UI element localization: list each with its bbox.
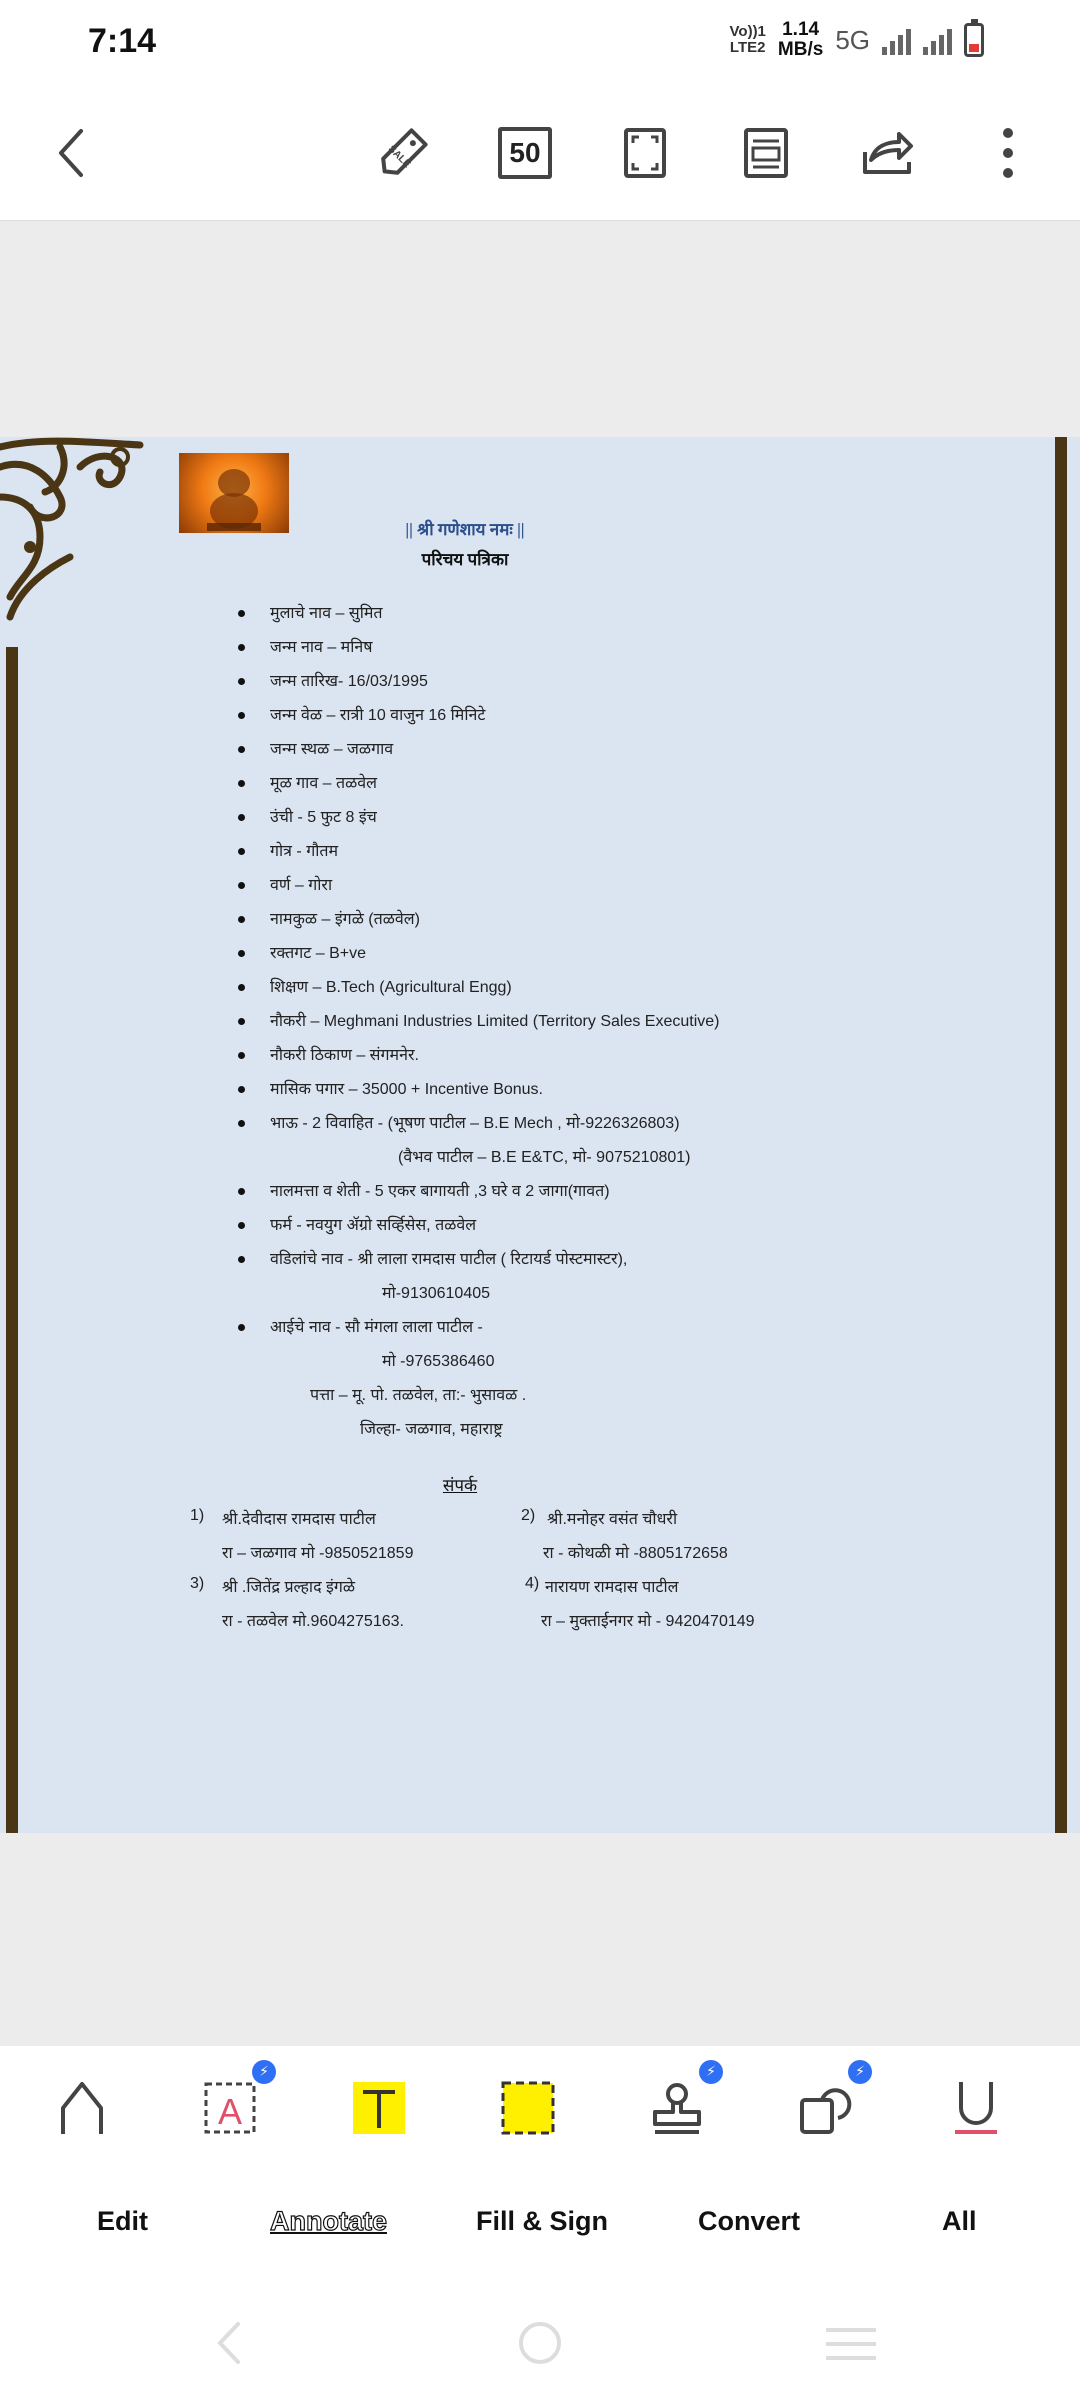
- page-counter-button[interactable]: [490, 118, 560, 188]
- status-icons: [730, 20, 984, 60]
- bottom-tab-bar: [0, 2166, 1080, 2286]
- svg-text:A: A: [217, 2091, 243, 2132]
- pen-icon: [57, 2078, 107, 2138]
- share-icon: [859, 128, 915, 178]
- contact-detail: रा - कोथळी मो -8805172658: [543, 1545, 728, 1562]
- contact-detail: रा – जळगाव मो -9850521859: [222, 1545, 414, 1562]
- list-item: जन्म स्थळ – जळगाव: [270, 741, 394, 758]
- pen-tool-button[interactable]: [50, 2076, 114, 2140]
- volte-line1: Vo))1: [729, 23, 766, 40]
- bullet: [238, 814, 245, 821]
- list-item: मुलाचे नाव – सुमित: [270, 605, 383, 622]
- volte-line2: LTE2: [729, 39, 766, 56]
- stamp-icon: [649, 2080, 705, 2136]
- brother-2-line: (वैभव पाटील – B.E E&TC, मो- 9075210801): [398, 1149, 691, 1166]
- reading-mode-button[interactable]: [731, 118, 801, 188]
- list-item: भाऊ - 2 विवाहित - (भूषण पाटील – B.E Mech , मो-9226326803): [270, 1115, 680, 1132]
- stamp-tool-button[interactable]: [645, 2064, 716, 2140]
- volte-indicator: [730, 24, 766, 56]
- underline-icon: [951, 2078, 1001, 2138]
- more-vertical-icon: [998, 125, 1018, 181]
- network-type: 5G: [835, 24, 870, 55]
- bullet: [238, 712, 245, 719]
- bullet: [238, 610, 245, 617]
- signal-strength-2-icon: [923, 25, 952, 55]
- bullet: [238, 1052, 245, 1059]
- contact-name: नारायण रामदास पाटील: [545, 1579, 679, 1596]
- speed-value: 1.14: [782, 19, 820, 40]
- bullet: [238, 848, 245, 855]
- system-nav-bar: [0, 2286, 1080, 2400]
- bullet: [238, 984, 245, 991]
- contact-num: 4): [525, 1575, 540, 1592]
- shapes-tool-button[interactable]: [794, 2064, 865, 2140]
- battery-icon: [964, 23, 984, 57]
- status-bar: [0, 0, 1080, 88]
- status-time: 7:14: [88, 22, 157, 60]
- contact-detail: रा - तळवेल मो.9604275163.: [222, 1613, 404, 1630]
- list-item: वडिलांचे नाव - श्री लाला रामदास पाटील ( रिटायर्ड पोस्टमास्टर),: [270, 1251, 628, 1268]
- list-item: नौकरी – Meghmani Industries Limited (Territory Sales Executive): [270, 1013, 720, 1030]
- highlight-area-icon: [500, 2080, 556, 2136]
- list-item: जन्म तारिख- 16/03/1995: [270, 673, 428, 690]
- list-item: नामकुळ – इंगळे (तळवेल): [270, 911, 420, 928]
- address-line-2: जिल्हा- जळगाव, महाराष्ट्र: [360, 1421, 503, 1438]
- page-number: 50: [498, 127, 552, 179]
- list-item: मूळ गाव – तळवेल: [270, 775, 378, 792]
- bullet: [238, 1256, 245, 1263]
- list-item: वर्ण – गोरा: [270, 877, 333, 894]
- bullet: [238, 780, 245, 787]
- pro-badge-icon: ⚡: [848, 2060, 872, 2084]
- bullet: [238, 916, 245, 923]
- contact-name: श्री .जितेंद्र प्रल्हाद इंगळे: [222, 1579, 356, 1596]
- annotation-toolbar: [0, 2046, 1080, 2167]
- nav-recents-icon[interactable]: [824, 2324, 878, 2364]
- tab-edit[interactable]: Edit: [97, 2206, 148, 2236]
- document-title: || श्री गणेशाय नमः ||: [405, 520, 525, 539]
- nav-home-icon[interactable]: [516, 2319, 564, 2367]
- document-page[interactable]: [0, 437, 1080, 1833]
- bullet: [238, 882, 245, 889]
- contact-name: श्री.देवीदास रामदास पाटील: [222, 1511, 376, 1528]
- pro-badge-icon: ⚡: [699, 2060, 723, 2084]
- list-item: उंची - 5 फुट 8 इंच: [270, 809, 377, 826]
- contact-num: 1): [190, 1507, 205, 1524]
- bio-list: [0, 437, 1080, 1833]
- top-toolbar: [0, 88, 1080, 221]
- bullet: [238, 950, 245, 957]
- contact-num: 2): [521, 1507, 536, 1524]
- text-box-tool-button[interactable]: [198, 2064, 269, 2140]
- contact-heading: संपर्क: [442, 1476, 478, 1495]
- back-button[interactable]: [36, 118, 106, 188]
- bullet: [238, 1120, 245, 1127]
- bullet: [238, 1222, 245, 1229]
- bullet: [238, 746, 245, 753]
- contact-detail: रा – मुक्ताईनगर मो - 9420470149: [541, 1613, 755, 1630]
- bullet: [238, 1324, 245, 1331]
- list-item: रक्तगट – B+ve: [270, 945, 367, 962]
- signal-strength-icon: [882, 25, 911, 55]
- highlight-text-icon: [351, 2080, 407, 2136]
- bullet: [238, 678, 245, 685]
- network-speed: [778, 20, 823, 60]
- tab-fill-sign[interactable]: Fill & Sign: [476, 2206, 608, 2236]
- list-item: नालमत्ता व शेती - 5 एकर बागायती ,3 घरे व 2 जागा(गावत): [270, 1183, 610, 1200]
- bullet: [238, 1018, 245, 1025]
- tab-all[interactable]: All: [942, 2206, 977, 2236]
- share-button[interactable]: [852, 118, 922, 188]
- bullet: [238, 1086, 245, 1093]
- reading-mode-icon: [743, 127, 789, 179]
- sale-button[interactable]: [368, 118, 438, 188]
- svg-text:SALE: SALE: [385, 143, 413, 171]
- list-item: फर्म - नवयुग ॲग्रो सर्व्हिसेस, तळवेल: [270, 1217, 477, 1234]
- bullet: [238, 1188, 245, 1195]
- highlight-area-tool-button[interactable]: [496, 2076, 560, 2140]
- fullscreen-button[interactable]: [610, 118, 680, 188]
- bullet: [238, 644, 245, 651]
- father-mobile: मो-9130610405: [382, 1285, 491, 1302]
- speed-unit: MB/s: [777, 39, 824, 60]
- contact-num: 3): [190, 1575, 205, 1592]
- document-subtitle: परिचय पत्रिका: [421, 550, 509, 569]
- list-item: शिक्षण – B.Tech (Agricultural Engg): [270, 979, 512, 996]
- nav-back-icon[interactable]: [210, 2318, 250, 2368]
- list-item: जन्म नाव – मनिष: [270, 639, 373, 656]
- highlight-text-tool-button[interactable]: [347, 2076, 411, 2140]
- more-options-button[interactable]: [973, 118, 1043, 188]
- list-item: गोत्र - गौतम: [270, 843, 339, 860]
- tab-annotate[interactable]: Annotate: [270, 2206, 387, 2236]
- underline-tool-button[interactable]: [944, 2076, 1008, 2140]
- address-line-1: पत्ता – मू. पो. तळवेल, ता:- भुसावळ .: [310, 1387, 527, 1404]
- tab-convert[interactable]: Convert: [698, 2206, 801, 2236]
- sale-tag-icon: [371, 121, 435, 185]
- list-item: मासिक पगार – 35000 + Incentive Bonus.: [270, 1081, 544, 1098]
- pro-badge-icon: ⚡: [252, 2060, 276, 2084]
- list-item: जन्म वेळ – रात्री 10 वाजुन 16 मिनिटे: [270, 707, 486, 724]
- shapes-icon: [798, 2080, 854, 2136]
- fullscreen-icon: [623, 127, 667, 179]
- contact-name: श्री.मनोहर वसंत चौधरी: [547, 1511, 678, 1528]
- chevron-left-icon: [51, 125, 91, 181]
- mother-mobile: मो -9765386460: [382, 1353, 495, 1370]
- list-item: आईचे नाव - सौ मंगला लाला पाटील -: [270, 1319, 483, 1336]
- list-item: नौकरी ठिकाण – संगमनेर.: [270, 1047, 419, 1064]
- text-box-icon: [202, 2080, 258, 2136]
